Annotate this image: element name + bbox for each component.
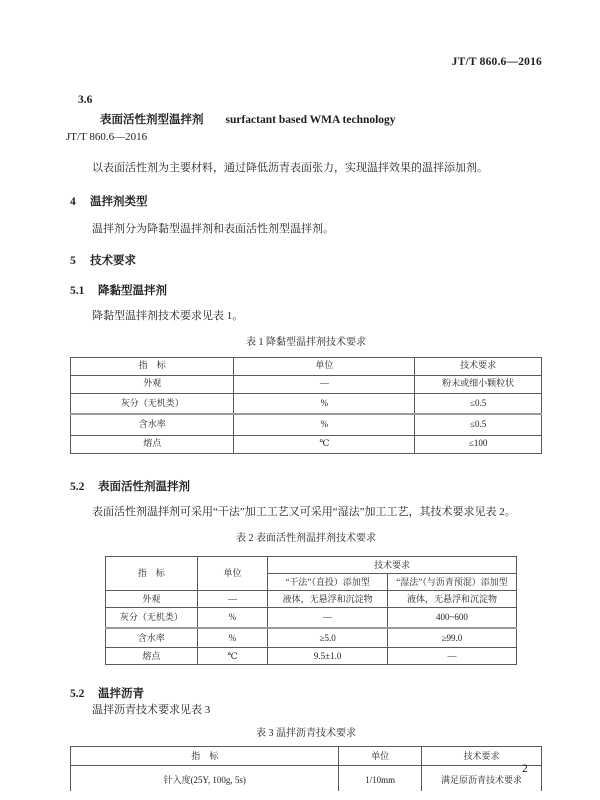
table-row [106,591,517,608]
table-2 [105,556,517,665]
section-5-2-title: 表面活性剂温拌剂 [98,480,190,493]
section-5-heading [70,252,542,268]
table-cell: — [387,648,516,665]
table-cell: 熔点 [71,435,234,453]
section-5-2b-title: 温拌沥青 [98,688,144,701]
section-5-1-title: 降黏型温拌剂 [98,284,167,297]
table-row [71,375,542,393]
table-cell: ℃ [197,648,268,665]
definition-term-en: surfactant based WMA technology [225,114,396,126]
doc-code-header: JT/T 860.6—2016 [451,56,542,68]
table-cell: 1/10mm [339,766,421,792]
section-5-2-heading [70,478,542,494]
table-cell: — [234,375,415,393]
table-1-col-header: 指 标 [71,357,234,375]
table-cell: 灰分（无机类） [71,393,234,414]
definition-reference: JT/T 860.6—2016 [66,131,148,143]
table-cell: % [197,608,268,628]
table-row [71,393,542,414]
table-cell: 针入度(25Y, 100g, 5s) [71,766,339,792]
table-cell: ≤100 [415,435,542,453]
section-4-heading [70,193,542,209]
table-1-col-header: 技术要求 [415,357,542,375]
table-cell: % [234,393,415,414]
table-3-header-row [71,747,542,766]
page-number: 2 [522,763,528,775]
table-row [71,435,542,453]
table-cell: 液体，无悬浮和沉淀物 [387,591,516,608]
section-4-title: 温拌剂类型 [90,195,148,208]
table-3 [70,746,542,791]
definition-number: 3.6 [78,94,93,106]
section-5-2-body: 表面活性剂温拌剂可采用“干法”加工工艺又可采用“湿法”加工工艺，其技术要求见表 2。 [92,505,516,518]
table-3-caption: 表 3 温拌沥青技术要求 [256,728,356,740]
table-row [106,628,517,648]
table-2-col-header: “湿法”（与沥青预混）添加型 [387,574,516,591]
table-cell: 熔点 [106,648,198,665]
table-cell: ≥5.0 [268,628,388,648]
definition-body: 以表面活性剂为主要材料，通过降低沥青表面张力，实现温拌效果的温拌添加剂。 [92,162,488,174]
table-2-col-header: 指 标 [106,557,198,591]
table-1-col-header: 单位 [234,357,415,375]
table-cell: 400~600 [387,608,516,628]
table-cell: 9.5±1.0 [268,648,388,665]
section-5-1-number: 5.1 [70,284,85,297]
table-cell: ≤0.5 [415,414,542,435]
table-2-col-header: 技术要求 [268,557,517,574]
table-cell: — [268,608,388,628]
section-4-number: 4 [70,195,76,208]
table-1 [70,357,542,454]
table-row [71,414,542,435]
table-2-col-header: “干法”（直投）添加型 [268,574,388,591]
section-5-number: 5 [70,254,76,267]
table-2-caption: 表 2 表面活性剂温拌剂技术要求 [236,533,376,545]
table-row [106,608,517,628]
table-2-col-header: 单位 [197,557,268,591]
table-cell: 含水率 [71,414,234,435]
section-5-2-number: 5.2 [70,480,85,493]
table-cell: ℃ [234,435,415,453]
table-cell: ≥99.0 [387,628,516,648]
section-5-title: 技术要求 [90,254,136,267]
table-3-col-header: 技术要求 [421,747,541,766]
table-cell: 外观 [106,591,198,608]
table-3-col-header: 单位 [339,747,421,766]
table-cell: ≤0.5 [415,393,542,414]
table-cell: % [234,414,415,435]
section-5-2b-body: 温拌沥青技术要求见表 3 [92,704,211,717]
table-cell: 灰分（无机类） [106,608,198,628]
table-cell: 满足原沥青技术要求 [421,766,541,792]
table-cell: % [197,628,268,648]
section-5-1-body: 降黏型温拌剂技术要求见表 1。 [92,309,244,322]
definition-term [100,111,542,127]
section-4-body: 温拌剂分为降黏型温拌剂和表面活性剂型温拌剂。 [92,222,334,235]
section-5-2b-heading [70,685,542,701]
table-3-col-header: 指 标 [71,747,339,766]
table-row [106,648,517,665]
table-cell: 液体，无悬浮和沉淀物 [268,591,388,608]
table-cell: 外观 [71,375,234,393]
table-cell: 粉末或细小颗粒状 [415,375,542,393]
section-5-1-heading [70,282,542,298]
table-1-header-row [71,357,542,375]
definition-term-zh: 表面活性剂型温拌剂 [100,114,204,126]
section-5-2b-number: 5.2 [70,688,85,701]
table-cell: 含水率 [106,628,198,648]
table-row [71,766,542,792]
table-1-caption: 表 1 降黏型温拌剂技术要求 [246,336,366,348]
table-cell: — [197,591,268,608]
table-2-header-row [106,557,517,574]
table-3-clipped-region [70,746,542,791]
